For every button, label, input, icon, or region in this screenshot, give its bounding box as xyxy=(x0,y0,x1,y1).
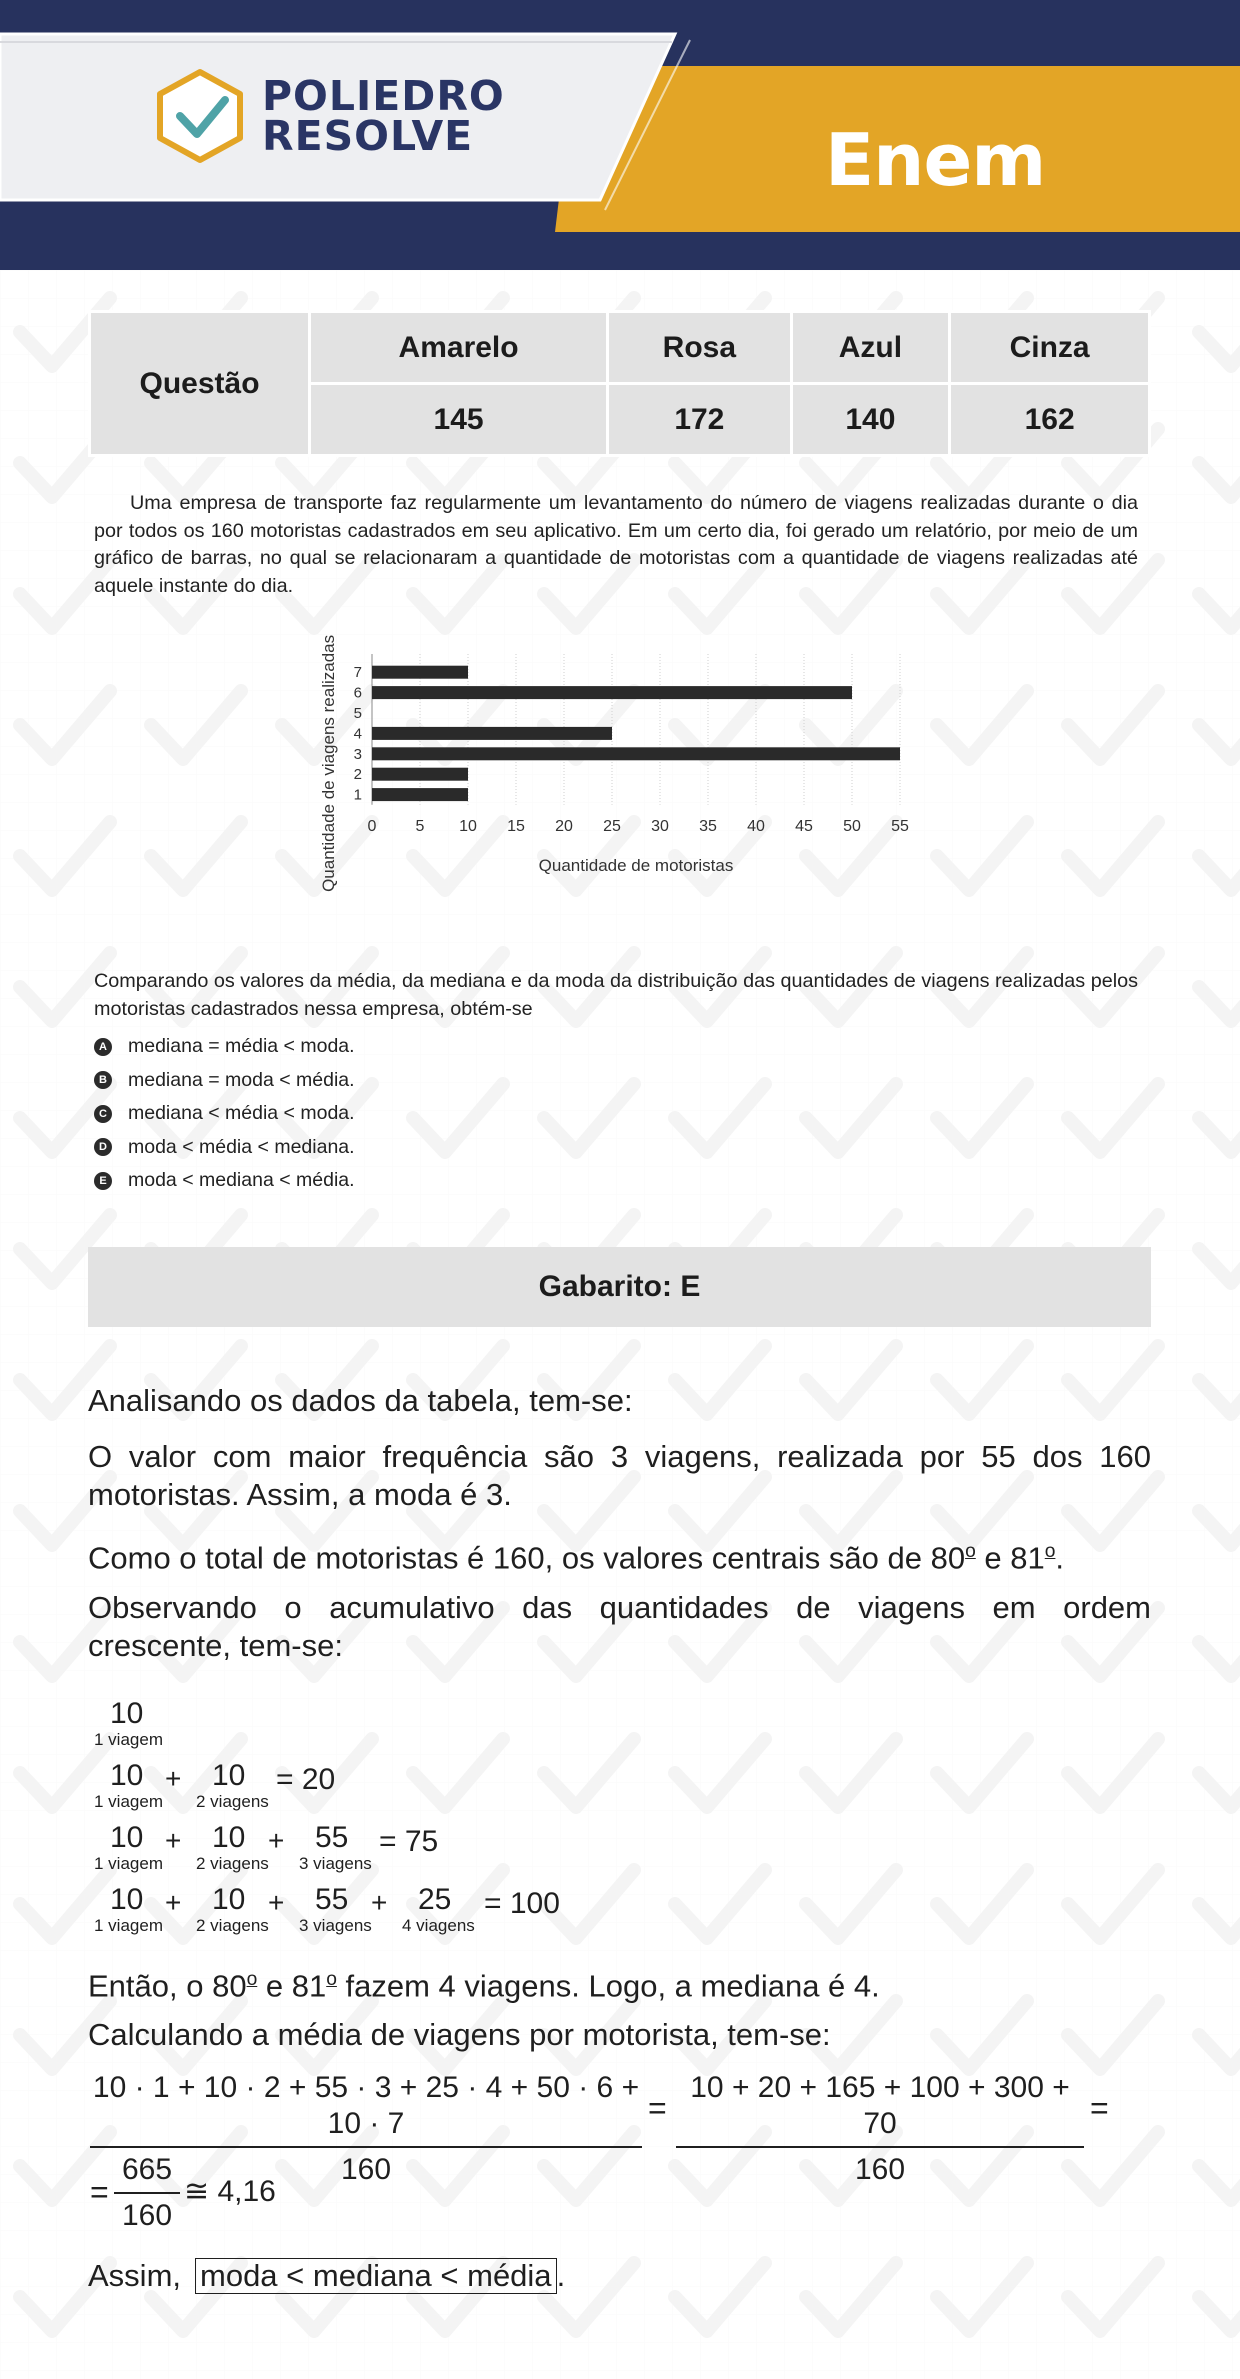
cumulative-result: = 75 xyxy=(379,1825,439,1858)
cumulative-term-value: 10 xyxy=(110,1821,144,1854)
option-e[interactable] xyxy=(94,1164,355,1198)
table-color-header: Amarelo xyxy=(311,313,606,382)
cumulative-row-1 xyxy=(88,1697,788,1759)
text-fragment: Então, o 80 xyxy=(88,1968,247,2004)
ordinal-sup: o xyxy=(1044,1541,1056,1562)
fraction-numerator: 10 + 20 + 165 + 100 + 300 + 70 xyxy=(690,2071,1070,2140)
chart-bar xyxy=(372,666,468,679)
cumulative-term-label: 3 viagens xyxy=(299,1854,372,1873)
answer-key-banner: Gabarito: E xyxy=(88,1247,1151,1327)
fraction-denominator: 160 xyxy=(340,2153,392,2186)
option-text: moda < mediana < média. xyxy=(128,1169,355,1192)
option-letter: A xyxy=(94,1038,112,1056)
cumulative-term-value: 10 xyxy=(212,1883,246,1916)
text-fragment: Como o total de motoristas é 160, os valores centrais são de 80 xyxy=(88,1540,966,1576)
plus-sign: + xyxy=(165,1825,182,1856)
chart-x-axis-title: Quantidade de motoristas xyxy=(538,855,734,875)
mean-fraction-2 xyxy=(676,2070,1084,2188)
chart-bar xyxy=(372,727,612,740)
chart-x-tick-label: 30 xyxy=(651,817,669,835)
table-color-header: Cinza xyxy=(951,313,1148,382)
chart-y-tick-label: 3 xyxy=(353,745,362,763)
cumulative-term-value: 55 xyxy=(315,1883,349,1916)
text-fragment: e 81 xyxy=(975,1540,1045,1576)
table-question-number: 162 xyxy=(951,385,1148,454)
chart-y-axis-title: Quantidade de viagens realizadas xyxy=(319,634,338,892)
fraction-bar xyxy=(90,2146,642,2148)
option-letter: E xyxy=(94,1172,112,1190)
cumulative-term-label: 1 viagem xyxy=(94,1854,163,1873)
option-d[interactable] xyxy=(94,1131,355,1165)
cumulative-term-label: 1 viagem xyxy=(94,1792,163,1811)
cumulative-result: = 20 xyxy=(276,1763,336,1796)
plus-sign: + xyxy=(268,1887,285,1918)
cumulative-term-value: 10 xyxy=(212,1821,246,1854)
fraction-denominator: 160 xyxy=(121,2199,173,2232)
plus-sign: + xyxy=(268,1825,285,1856)
chart-y-tick-label: 4 xyxy=(353,725,362,743)
mean-approximation: ≅ 4,16 xyxy=(184,2175,276,2208)
cumulative-row-4 xyxy=(88,1883,788,1945)
chart-bar xyxy=(372,747,900,760)
option-letter: D xyxy=(94,1138,112,1156)
fraction-denominator: 160 xyxy=(854,2153,906,2186)
header-banner xyxy=(0,0,1240,270)
fraction-numerator: 10 · 1 + 10 · 2 + 55 · 3 + 25 · 4 + 50 · 6 + 10 · 7 xyxy=(92,2071,640,2140)
cumulative-term-label: 2 viagens xyxy=(196,1916,269,1935)
table-row-label: Questão xyxy=(91,313,308,454)
ordinal-sup: o xyxy=(965,1541,976,1562)
conclusion-boxed-answer: moda < mediana < média xyxy=(195,2258,557,2294)
exam-title: Enem xyxy=(825,118,1046,202)
option-c[interactable] xyxy=(94,1097,355,1131)
cumulative-result: = 100 xyxy=(484,1887,560,1920)
brand-name-line1: POLIEDRO xyxy=(262,72,505,120)
cumulative-term-label: 1 viagem xyxy=(94,1730,163,1749)
table-question-number: 172 xyxy=(609,385,789,454)
ordinal-sup: o xyxy=(246,1969,258,1990)
table-question-number: 145 xyxy=(311,385,606,454)
option-letter: C xyxy=(94,1105,112,1123)
fraction-bar xyxy=(676,2146,1084,2148)
chart-x-tick-label: 20 xyxy=(555,817,573,835)
fraction-bar xyxy=(114,2192,180,2194)
solution-median xyxy=(88,1961,1151,2006)
chart-y-tick-label: 7 xyxy=(353,664,362,682)
solution-intro: Analisando os dados da tabela, tem-se: xyxy=(88,1383,633,1418)
plus-sign: + xyxy=(165,1887,182,1918)
question-text: Uma empresa de transporte faz regularmente um levantamento do número de viagens realizadas durante o dia por todos os 160 motoristas cadastrados em seu aplicativo. Em um certo dia, foi gerado um relatório, por meio de um gráfico de barras, no qual se relacionaram a quantidade de motoristas com a quantidade de viagens realizadas até aquele instante do dia. xyxy=(94,492,1138,597)
cumulative-term-value: 25 xyxy=(418,1883,452,1916)
brand-name-line2: RESOLVE xyxy=(262,112,474,160)
cumulative-term-label: 4 viagens xyxy=(402,1916,475,1935)
chart-bar xyxy=(372,788,468,801)
cumulative-term-label: 1 viagem xyxy=(94,1916,163,1935)
chart-y-tick-label: 6 xyxy=(353,684,362,702)
chart-x-tick-label: 15 xyxy=(507,817,525,835)
chart-bar xyxy=(372,768,468,781)
plus-sign: + xyxy=(165,1763,182,1794)
table-question-number: 140 xyxy=(793,385,949,454)
conclusion-prefix: Assim, xyxy=(88,2258,181,2293)
table-color-header: Azul xyxy=(793,313,949,382)
text-fragment: fazem 4 viagens. Logo, a mediana é 4. xyxy=(336,1968,880,2004)
chart-x-tick-label: 5 xyxy=(415,817,425,835)
checkmark-hexagon-icon xyxy=(160,72,240,160)
solution-mean-intro: Calculando a média de viagens por motorista, tem-se: xyxy=(88,2017,831,2052)
question-prompt: Comparando os valores da média, da mediana e da moda da distribuição das quantidades de viagens realizadas pelos motoristas cadastrados nessa empresa, obtém-se xyxy=(94,970,1138,1020)
option-b[interactable] xyxy=(94,1064,355,1098)
question-number-table xyxy=(88,310,1151,457)
equals-sign: = xyxy=(648,2090,667,2126)
chart-y-tick-label: 5 xyxy=(353,705,362,722)
equals-sign: = xyxy=(1090,2090,1109,2126)
cumulative-term-value: 10 xyxy=(110,1697,144,1730)
chart-x-tick-label: 0 xyxy=(367,817,377,835)
cumulative-term-label: 2 viagens xyxy=(196,1854,269,1873)
cumulative-row-3 xyxy=(88,1821,788,1883)
chart-y-tick-label: 1 xyxy=(353,786,362,804)
chart-bar xyxy=(372,686,852,699)
solution-mode: O valor com maior frequência são 3 viagens, realizada por 55 dos 160 motoristas. Assim, a moda é 3. xyxy=(88,1439,1151,1512)
header-graphic xyxy=(0,0,1240,270)
cumulative-term-value: 10 xyxy=(110,1883,144,1916)
cumulative-term-value: 55 xyxy=(315,1821,349,1854)
solution-cumulative-intro: Observando o acumulativo das quantidades de viagens em ordem crescente, tem-se: xyxy=(88,1590,1151,1663)
option-text: moda < média < mediana. xyxy=(128,1135,355,1158)
cumulative-row-2 xyxy=(88,1759,788,1821)
chart-y-tick-label: 2 xyxy=(353,766,362,784)
option-letter: B xyxy=(94,1071,112,1089)
bar-chart xyxy=(308,628,928,958)
cumulative-term-value: 10 xyxy=(110,1759,144,1792)
chart-x-tick-label: 25 xyxy=(603,817,621,835)
solution-conclusion xyxy=(88,2258,565,2294)
option-a[interactable] xyxy=(94,1030,355,1064)
chart-x-tick-label: 35 xyxy=(699,817,717,835)
chart-x-tick-label: 45 xyxy=(795,817,813,835)
equals-sign: = xyxy=(90,2174,109,2210)
cumulative-term-value: 10 xyxy=(212,1759,246,1792)
chart-x-tick-label: 50 xyxy=(843,817,861,835)
conclusion-suffix: . xyxy=(556,2258,566,2293)
chart-x-tick-label: 10 xyxy=(459,817,477,835)
table-color-header: Rosa xyxy=(609,313,789,382)
cumulative-term-label: 3 viagens xyxy=(299,1916,372,1935)
ordinal-sup: o xyxy=(326,1969,337,1990)
chart-x-tick-label: 55 xyxy=(891,817,909,835)
option-text: mediana = moda < média. xyxy=(128,1068,355,1091)
cumulative-term-label: 2 viagens xyxy=(196,1792,269,1811)
option-text: mediana = média < moda. xyxy=(128,1035,355,1058)
fraction-numerator: 665 xyxy=(121,2153,173,2186)
solution-central-values xyxy=(88,1533,1151,1578)
answer-options xyxy=(94,1030,355,1198)
question-statement xyxy=(94,490,1138,600)
option-text: mediana < média < moda. xyxy=(128,1102,355,1125)
chart-x-tick-label: 40 xyxy=(747,817,765,835)
plus-sign: + xyxy=(371,1887,388,1918)
text-fragment: e 81 xyxy=(257,1968,327,2004)
mean-fraction-3 xyxy=(114,2152,180,2234)
text-fragment: . xyxy=(1055,1540,1065,1576)
